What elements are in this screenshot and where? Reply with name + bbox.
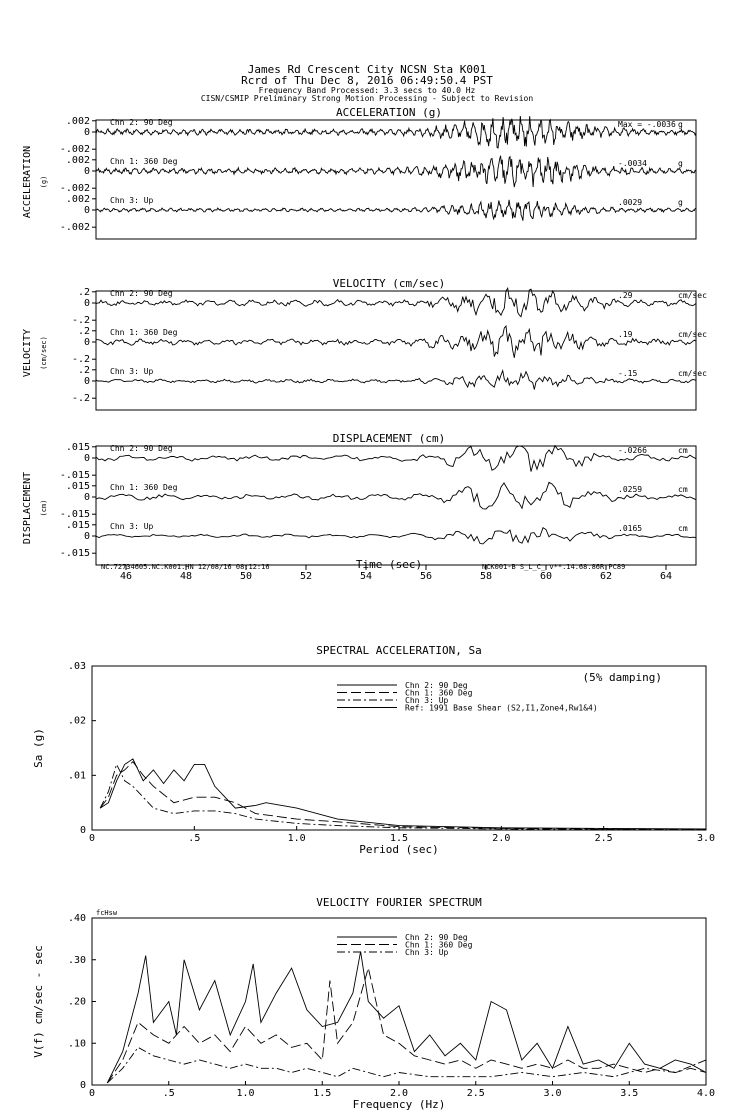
panel-cm-sec bbox=[22, 277, 707, 410]
waveform-line bbox=[96, 116, 696, 148]
y-tick-label: .015 bbox=[65, 480, 90, 492]
x-axis-label: Frequency (Hz) bbox=[352, 1098, 446, 1111]
panel-yunit: (g) bbox=[40, 175, 48, 189]
channel-max: -.0266 bbox=[618, 446, 647, 455]
waveform-line bbox=[96, 156, 696, 187]
panel-title: ACCELERATION (g) bbox=[336, 106, 442, 119]
y-tick-label: -.002 bbox=[59, 144, 90, 156]
x-tick-label: 0 bbox=[88, 1088, 96, 1099]
y-tick-label: .03 bbox=[67, 661, 86, 672]
waveform-line bbox=[96, 482, 696, 509]
x-tick-label: 1.5 bbox=[313, 1088, 332, 1099]
channel-unit: g bbox=[678, 159, 683, 168]
y-tick-label: 0 bbox=[83, 492, 90, 503]
x-tick-label: 1.0 bbox=[287, 833, 306, 844]
channel-trace bbox=[72, 287, 707, 326]
panel-ylabel: DISPLACEMENT bbox=[22, 471, 33, 545]
y-axis-label: V(f) cm/sec - sec bbox=[32, 945, 45, 1058]
y-tick-label: .2 bbox=[77, 364, 90, 376]
x-tick-label: 48 bbox=[179, 571, 193, 582]
corner-label: fcHsw bbox=[96, 909, 118, 917]
y-tick-label: .10 bbox=[67, 1038, 86, 1050]
y-tick-label: .2 bbox=[77, 325, 90, 337]
y-tick-label: 0 bbox=[83, 531, 90, 542]
y-tick-label: .002 bbox=[65, 193, 90, 205]
channel-unit: cm/sec bbox=[678, 330, 707, 339]
channel-trace bbox=[72, 326, 707, 365]
channel-trace bbox=[60, 116, 696, 155]
y-tick-label: .40 bbox=[67, 913, 86, 924]
channel-name: Chn 2: 90 Deg bbox=[110, 444, 173, 453]
y-tick-label: 0 bbox=[83, 337, 90, 348]
x-tick-label: .5 bbox=[188, 833, 201, 844]
header-line2: Rcrd of Thu Dec 8, 2016 06:49:50.4 PST bbox=[241, 74, 493, 87]
x-tick-label: 58 bbox=[479, 571, 493, 582]
channel-name: Chn 2: 90 Deg bbox=[110, 289, 173, 298]
x-tick-label: 62 bbox=[599, 571, 613, 582]
spectral-acceleration-chart bbox=[32, 644, 715, 856]
fourier-spectrum-chart bbox=[32, 896, 715, 1111]
y-tick-label: 0 bbox=[83, 453, 90, 464]
panel-cm bbox=[22, 432, 696, 565]
channel-unit: cm bbox=[678, 485, 688, 494]
panel-frame bbox=[96, 291, 696, 410]
x-axis-label: Period (sec) bbox=[359, 843, 439, 856]
channel-trace bbox=[60, 155, 696, 194]
channel-name: Chn 1: 360 Deg bbox=[110, 157, 178, 166]
y-tick-label: 0 bbox=[83, 376, 90, 387]
channel-name: Chn 1: 360 Deg bbox=[110, 328, 178, 337]
x-tick-label: 1.5 bbox=[389, 833, 409, 844]
x-tick-label: 0 bbox=[88, 833, 96, 844]
channel-name: Chn 1: 360 Deg bbox=[110, 483, 178, 492]
y-axis-label: Sa (g) bbox=[32, 728, 45, 768]
x-tick-label: 2.5 bbox=[594, 833, 613, 844]
y-tick-label: -.2 bbox=[71, 354, 90, 366]
y-tick-label: 0 bbox=[83, 298, 90, 309]
channel-max: .19 bbox=[618, 330, 633, 339]
y-tick-label: -.015 bbox=[59, 548, 90, 560]
x-tick-label: 46 bbox=[119, 571, 133, 582]
y-tick-label: 0 bbox=[83, 127, 90, 138]
legend-entry: Chn 1: 360 Deg bbox=[405, 688, 473, 698]
channel-name: Chn 3: Up bbox=[110, 522, 154, 531]
y-tick-label: .30 bbox=[67, 954, 86, 966]
series-line bbox=[107, 968, 706, 1083]
channel-unit: g bbox=[678, 198, 683, 207]
y-tick-label: 0 bbox=[79, 825, 86, 836]
chart-title: SPECTRAL ACCELERATION, Sa bbox=[316, 644, 482, 657]
waveform-line bbox=[96, 371, 696, 390]
series-line bbox=[107, 951, 706, 1083]
x-tick-label: 1.0 bbox=[236, 1088, 255, 1099]
y-tick-label: 0 bbox=[79, 1080, 86, 1091]
y-tick-label: -.015 bbox=[59, 509, 90, 521]
y-tick-label: .002 bbox=[65, 154, 90, 166]
channel-trace bbox=[60, 194, 696, 233]
channel-trace bbox=[72, 365, 707, 404]
y-tick-label: .02 bbox=[67, 715, 86, 727]
y-tick-label: -.002 bbox=[59, 222, 90, 234]
x-tick-label: 3.5 bbox=[620, 1088, 639, 1099]
waveform-line bbox=[96, 446, 696, 472]
footer-left: NC.72734605.NC.K001.HN 12/08/16 08:12:16 bbox=[101, 563, 270, 571]
channel-unit: cm/sec bbox=[678, 291, 707, 300]
waveform-line bbox=[96, 288, 696, 317]
panel-g bbox=[22, 106, 696, 239]
legend-entry: Chn 2: 90 Deg bbox=[405, 933, 468, 942]
y-tick-label: .2 bbox=[77, 286, 90, 298]
x-tick-label: 50 bbox=[239, 571, 253, 582]
header-line4: CISN/CSMIP Preliminary Strong Motion Processing - Subject to Revision bbox=[200, 94, 534, 103]
waveform-line bbox=[96, 326, 696, 358]
panel-ylabel: ACCELERATION bbox=[22, 145, 33, 219]
waveform-line bbox=[96, 528, 696, 544]
legend-entry: Chn 3: Up bbox=[405, 696, 449, 705]
chart-frame bbox=[92, 918, 706, 1085]
channel-unit: cm/sec bbox=[678, 369, 707, 378]
panel-yunit: (cm) bbox=[40, 499, 48, 517]
x-tick-label: 2.0 bbox=[389, 1088, 409, 1099]
channel-unit: cm bbox=[678, 524, 688, 533]
panel-frame bbox=[96, 120, 696, 239]
y-tick-label: -.015 bbox=[59, 470, 90, 482]
x-tick-label: 60 bbox=[539, 571, 553, 582]
channel-max: -.15 bbox=[618, 369, 638, 378]
x-tick-label: 3.0 bbox=[696, 833, 716, 844]
x-tick-label: 56 bbox=[419, 571, 433, 582]
x-tick-label: 64 bbox=[659, 571, 673, 582]
footer-right: NCK001-B S_L_C_ v**.14.68.86R PC89 bbox=[482, 563, 626, 571]
x-tick-label: 52 bbox=[299, 571, 313, 582]
y-tick-label: 0 bbox=[83, 205, 90, 216]
y-tick-label: .01 bbox=[67, 770, 86, 782]
legend-entry: Chn 3: Up bbox=[405, 948, 449, 957]
damping-note: (5% damping) bbox=[582, 671, 662, 684]
legend-entry: Ref: 1991 Base Shear (S2,I1,Zone4,Rw1&4) bbox=[405, 703, 598, 713]
header-line1: James Rd Crescent City NCSN Sta K001 bbox=[247, 63, 487, 76]
legend-entry: Chn 1: 360 Deg bbox=[405, 940, 473, 950]
channel-unit: cm bbox=[678, 446, 688, 455]
x-tick-label: 2.5 bbox=[466, 1088, 485, 1099]
time-axis-label: Time (sec) bbox=[355, 558, 423, 571]
series-line bbox=[100, 759, 706, 829]
y-tick-label: .002 bbox=[65, 115, 90, 127]
channel-max: -.0034 bbox=[618, 159, 647, 168]
waveform-line bbox=[96, 200, 696, 221]
x-tick-label: 3.0 bbox=[543, 1088, 562, 1099]
panel-title: DISPLACEMENT (cm) bbox=[332, 432, 446, 445]
channel-max: .0259 bbox=[618, 485, 643, 494]
x-tick-label: .5 bbox=[162, 1088, 175, 1099]
x-tick-label: 2.0 bbox=[492, 833, 511, 844]
channel-max: .0165 bbox=[618, 524, 643, 533]
channel-trace bbox=[60, 520, 696, 559]
panel-yunit: (cm/sec) bbox=[40, 336, 48, 370]
panel-ylabel: VELOCITY bbox=[22, 328, 33, 378]
channel-unit: g bbox=[678, 120, 683, 129]
channel-max: .0029 bbox=[618, 198, 643, 207]
channel-name: Chn 3: Up bbox=[110, 196, 154, 205]
panel-title: VELOCITY (cm/sec) bbox=[332, 277, 446, 290]
channel-name: Chn 3: Up bbox=[110, 367, 154, 376]
y-tick-label: .015 bbox=[65, 519, 90, 531]
series-line bbox=[100, 764, 706, 829]
x-tick-label: 4.0 bbox=[696, 1088, 716, 1099]
channel-max: Max = -.0036 bbox=[618, 120, 676, 129]
x-tick-label: 54 bbox=[359, 571, 373, 582]
series-line bbox=[100, 762, 706, 829]
time-series-panels bbox=[22, 106, 707, 565]
channel-trace bbox=[60, 481, 696, 520]
panel-frame bbox=[96, 446, 696, 565]
y-tick-label: -.2 bbox=[71, 315, 90, 327]
y-tick-label: -.2 bbox=[71, 393, 90, 405]
chart-title: VELOCITY FOURIER SPECTRUM bbox=[316, 896, 482, 909]
y-tick-label: .015 bbox=[65, 441, 90, 453]
chart-frame bbox=[92, 666, 706, 830]
y-tick-label: -.002 bbox=[59, 183, 90, 195]
legend-entry: Chn 2: 90 Deg bbox=[405, 681, 468, 690]
channel-name: Chn 2: 90 Deg bbox=[110, 118, 173, 127]
y-tick-label: 0 bbox=[83, 166, 90, 177]
y-tick-label: .20 bbox=[67, 996, 86, 1008]
channel-max: .29 bbox=[618, 291, 633, 300]
channel-trace bbox=[60, 442, 696, 481]
header-line3: Frequency Band Processed: 3.3 secs to 40.0 Hz bbox=[258, 86, 476, 95]
